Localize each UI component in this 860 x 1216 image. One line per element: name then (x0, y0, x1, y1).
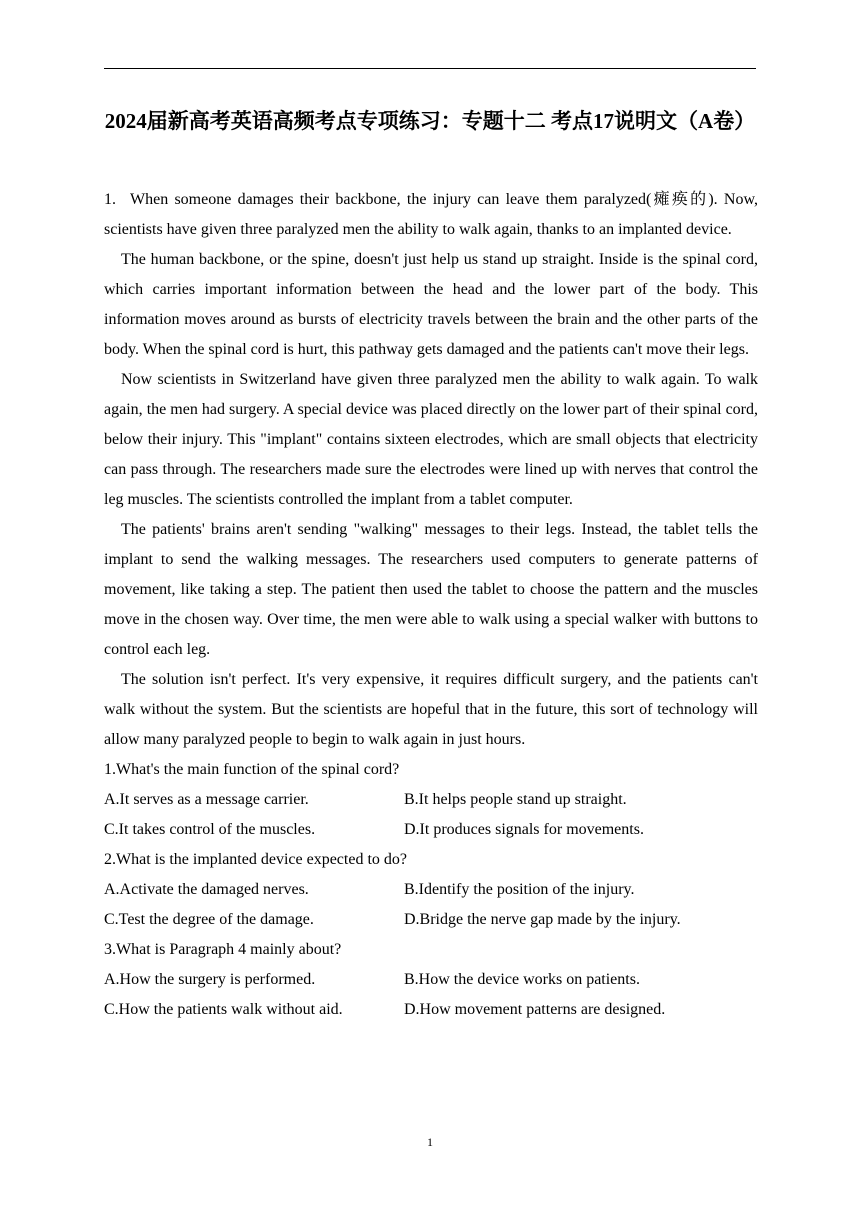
question-3-option-d: D.How movement patterns are designed. (404, 1001, 666, 1018)
question-1-option-a: A.It serves as a message carrier. (104, 791, 309, 808)
question-2-options-row-2 (104, 905, 758, 935)
question-2-option-a: A.Activate the damaged nerves. (104, 881, 309, 898)
question-2-option-d: D.Bridge the nerve gap made by the injury. (404, 911, 681, 928)
question-1-options-row-2 (104, 815, 758, 845)
question-3-stem: 3.What is Paragraph 4 mainly about? (104, 941, 342, 958)
passage-paragraph-4: The patients' brains aren't sending "walking" messages to their legs. Instead, the tablet tells the implant to send the walking messages. The researchers used computers to generate patterns of movement, like taking a step. The patient then used the tablet to choose the pattern and the muscles move in the chosen way. Over time, the men were able to walk using a special walker with buttons to control each leg. (104, 521, 758, 658)
passage-paragraph-1 (104, 185, 758, 245)
question-3-options-row-1 (104, 965, 758, 995)
question-2-options-row-1 (104, 875, 758, 905)
question-3-option-b: B.How the device works on patients. (404, 971, 640, 988)
page-number: 1 (427, 1135, 433, 1149)
question-1-options-row-1 (104, 785, 758, 815)
question-2-option-c: C.Test the degree of the damage. (104, 911, 314, 928)
question-3-options-row-2 (104, 995, 758, 1025)
document-body (104, 185, 758, 1025)
passage-paragraph-5: The solution isn't perfect. It's very expensive, it requires difficult surgery, and the patients can't walk without the system. But the scientists are hopeful that in the future, this sort of technology will allow many paralyzed people to begin to walk again in just hours. (104, 671, 758, 748)
passage-paragraph-3: Now scientists in Switzerland have given three paralyzed men the ability to walk again. To walk again, the men had surgery. A special device was placed directly on the lower part of their spinal cord, below their injury. This "implant" contains sixteen electrodes, which are small objects that electricity can pass through. The researchers made sure the electrodes were lined up with nerves that control the leg muscles. The scientists controlled the implant from a tablet computer. (104, 371, 758, 508)
question-2-option-b: B.Identify the position of the injury. (404, 881, 635, 898)
passage-number: 1. (104, 191, 116, 208)
question-3-option-a: A.How the surgery is performed. (104, 971, 316, 988)
passage-paragraph-2: The human backbone, or the spine, doesn't just help us stand up straight. Inside is the spinal cord, which carries important information between the head and the lower part of the body. This information moves around as bursts of electricity travels between the brain and the other parts of the body. When the spinal cord is hurt, this pathway gets damaged and the patients can't move their legs. (104, 251, 758, 358)
question-1-option-c: C.It takes control of the muscles. (104, 821, 316, 838)
question-1-stem: 1.What's the main function of the spinal cord? (104, 761, 400, 778)
question-3-option-c: C.How the patients walk without aid. (104, 1001, 343, 1018)
header-rule (104, 68, 756, 69)
question-2-stem: 2.What is the implanted device expected to do? (104, 851, 407, 868)
question-1-option-d: D.It produces signals for movements. (404, 821, 644, 838)
passage-paragraph-1-text: When someone damages their backbone, the injury can leave them paralyzed(瘫痪的). Now, scientists have given three paralyzed men the ability to walk again, thanks to an implanted device. (104, 191, 758, 238)
page-title: 2024届新高考英语高频考点专项练习：专题十二 考点17说明文（A卷） (104, 109, 756, 133)
question-1-option-b: B.It helps people stand up straight. (404, 791, 627, 808)
